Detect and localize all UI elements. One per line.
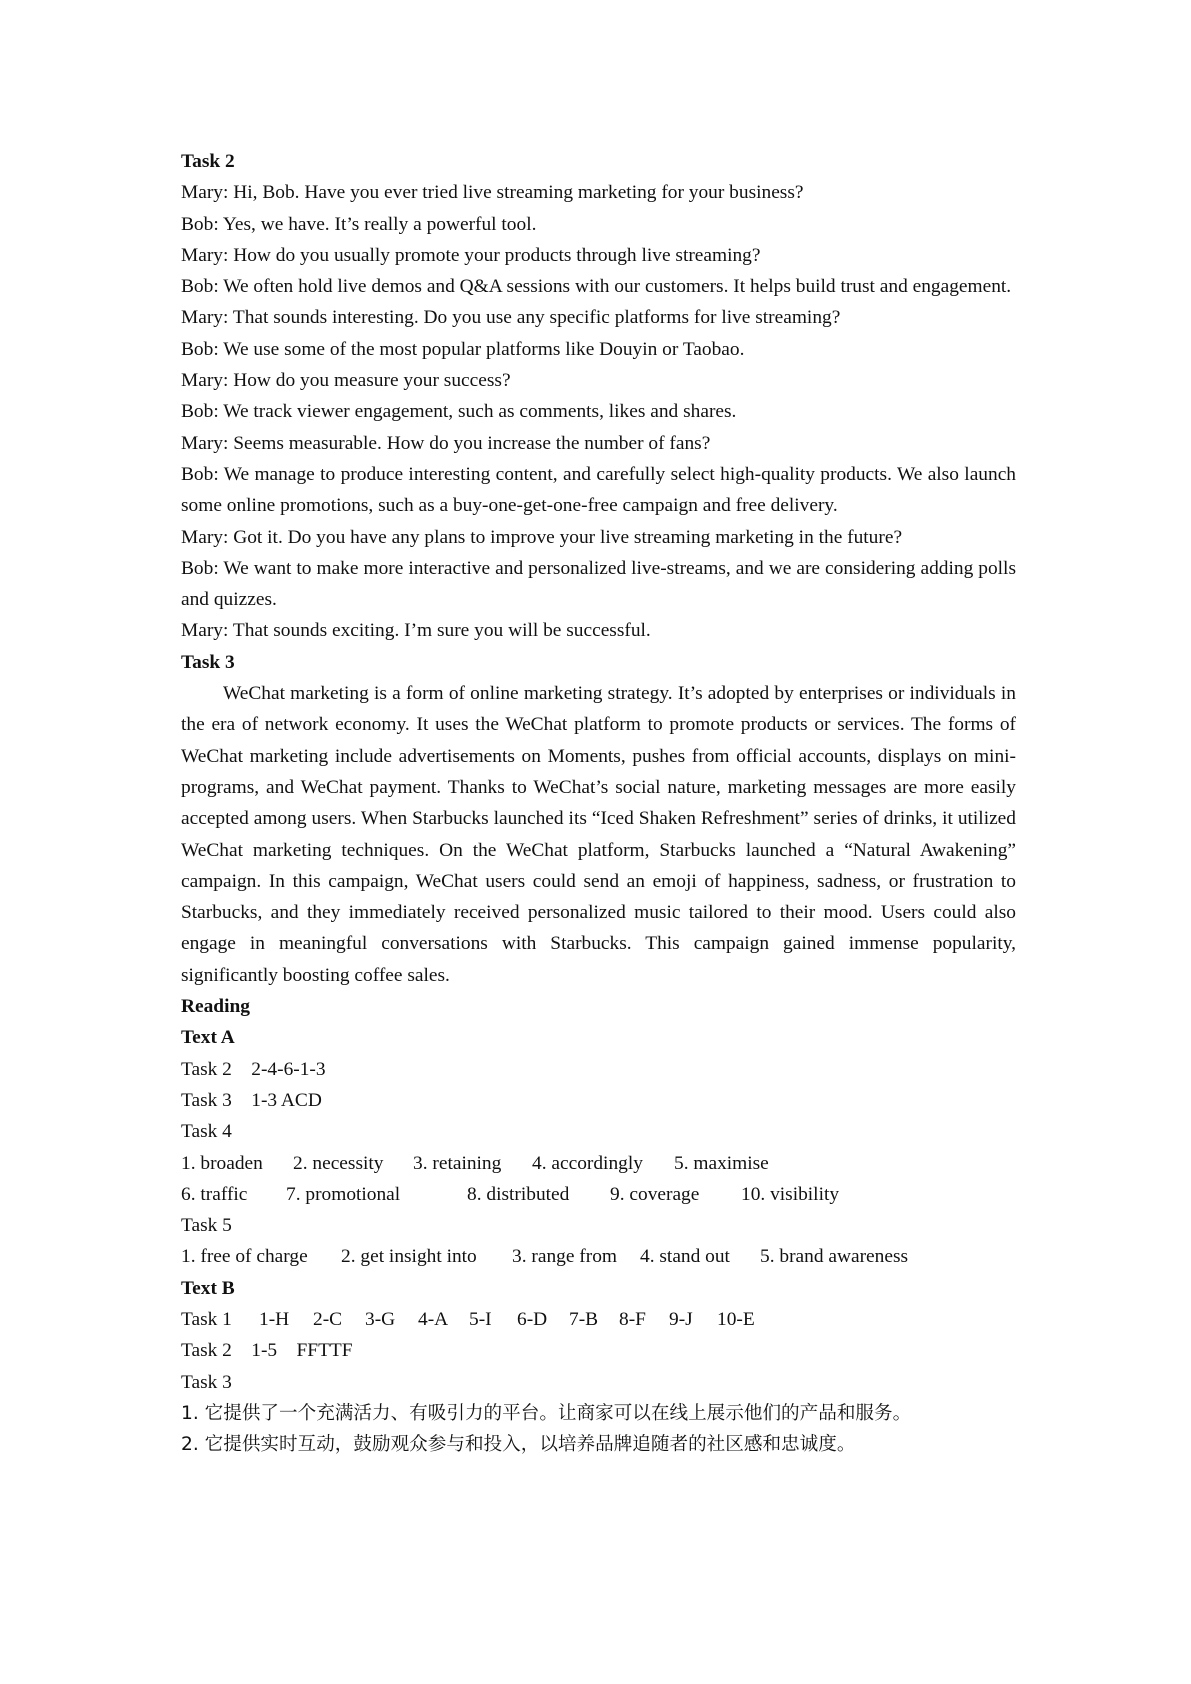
answer-item: 8. distributed [467,1183,570,1205]
text-b-task3-item: 1. 它提供了一个充满活力、有吸引力的平台。让商家可以在线上展示他们的产品和服务。 [181,1402,912,1424]
answer-item: 1-H [259,1308,290,1330]
answer-item: 10-E [717,1308,755,1330]
dialogue-line: Mary: That sounds interesting. Do you use any specific platforms for live streaming? [181,307,841,329]
text-a-task5-label: Task 5 [181,1215,232,1237]
dialogue-line: Bob: We track viewer engagement, such as comments, likes and shares. [181,401,737,423]
text-a-task4-row1 [181,1148,1016,1179]
text-b-heading: Text B [181,1277,235,1299]
task2-heading: Task 2 [181,151,235,172]
dialogue-line: Mary: Hi, Bob. Have you ever tried live streaming marketing for your business? [181,182,804,204]
answer-item: 1. free of charge [181,1246,308,1268]
answer-item: 2. necessity [293,1152,384,1174]
dialogue-line: Bob: We want to make more interactive and personalized live-streams, and we are considering adding polls and quizzes. [181,557,1016,611]
answer-item: 6. traffic [181,1183,248,1205]
text-b-task3-item: 2. 它提供实时互动，鼓励观众参与和投入，以培养品牌追随者的社区感和忠诚度。 [181,1434,856,1456]
answer-item: 4-A [418,1308,449,1330]
text-b-task3-label: Task 3 [181,1371,232,1393]
reading-heading: Reading [181,996,250,1018]
text-a-task4-label: Task 4 [181,1121,232,1143]
answer-item: 5. brand awareness [760,1246,909,1268]
task3-heading: Task 3 [181,651,235,673]
dialogue-line: Mary: That sounds exciting. I’m sure you will be successful. [181,620,651,642]
dialogue-line: Bob: We use some of the most popular platforms like Douyin or Taobao. [181,338,745,360]
text-b-task2: Task 2 1-5 FFTTF [181,1340,353,1362]
answer-item: 9. coverage [610,1183,700,1205]
answer-item: 4. accordingly [532,1152,643,1174]
answer-item: 8-F [619,1308,646,1330]
dialogue-line: Mary: Seems measurable. How do you increase the number of fans? [181,432,711,454]
dialogue-line: Mary: How do you usually promote your products through live streaming? [181,244,761,266]
dialogue-line: Mary: How do you measure your success? [181,370,511,392]
answer-item: 7. promotional [286,1183,401,1205]
text-b-task1 [181,1304,1016,1335]
text-a-task5-row [181,1241,1016,1272]
answer-item: 1. broaden [181,1152,263,1174]
answer-item: 6-D [517,1308,548,1330]
task3-paragraph: WeChat marketing is a form of online marketing strategy. It’s adopted by enterprises or individuals in the era of network economy. It uses the WeChat platform to promote products or services. The forms of WeChat marketing include advertisements on Moments, pushes from official accounts, displays on mini-programs, and WeChat payment. Thanks to WeChat’s social nature, marketing messages are more easily accepted among users. When Starbucks launched its “Iced Shaken Refreshment” series of drinks, it utilized WeChat marketing techniques. On the WeChat platform, Starbucks launched a “Natural Awakening” campaign. In this campaign, WeChat users could send an emoji of happiness, sadness, or frustration to Starbucks, and they immediately received personalized music tailored to their mood. Users could also engage in meaningful conversations with Starbucks. This campaign gained immense popularity, significantly boosting coffee sales. [181,683,1016,986]
answer-item: 2-C [313,1308,343,1330]
text-a-heading: Text A [181,1027,235,1049]
text-a-task3: Task 3 1-3 ACD [181,1089,322,1111]
answer-item: 3-G [365,1308,396,1330]
answer-item: 3. retaining [413,1152,502,1174]
document-page [181,146,1016,1460]
text-a-task2: Task 2 2-4-6-1-3 [181,1058,326,1080]
answer-item: 2. get insight into [341,1246,477,1268]
dialogue-line: Bob: We often hold live demos and Q&A sessions with our customers. It helps build trust and engagement. [181,276,1012,298]
answer-item: 5. maximise [674,1152,769,1174]
dialogue-line: Mary: Got it. Do you have any plans to improve your live streaming marketing in the future? [181,526,903,548]
dialogue-line: Bob: We manage to produce interesting content, and carefully select high-quality products. We also launch some online promotions, such as a buy-one-get-one-free campaign and free delivery. [181,463,1016,517]
text-a-task4-row2 [181,1179,1016,1210]
answer-item: 3. range from [512,1246,617,1268]
dialogue-line: Bob: Yes, we have. It’s really a powerful tool. [181,213,537,235]
answer-item: 5-I [469,1308,492,1330]
answer-item: 9-J [669,1308,693,1330]
dialogue [181,177,1016,646]
answer-item: 4. stand out [640,1246,730,1268]
task-label: Task 1 [181,1308,232,1330]
answer-item: 10. visibility [741,1183,840,1205]
answer-item: 7-B [569,1308,599,1330]
